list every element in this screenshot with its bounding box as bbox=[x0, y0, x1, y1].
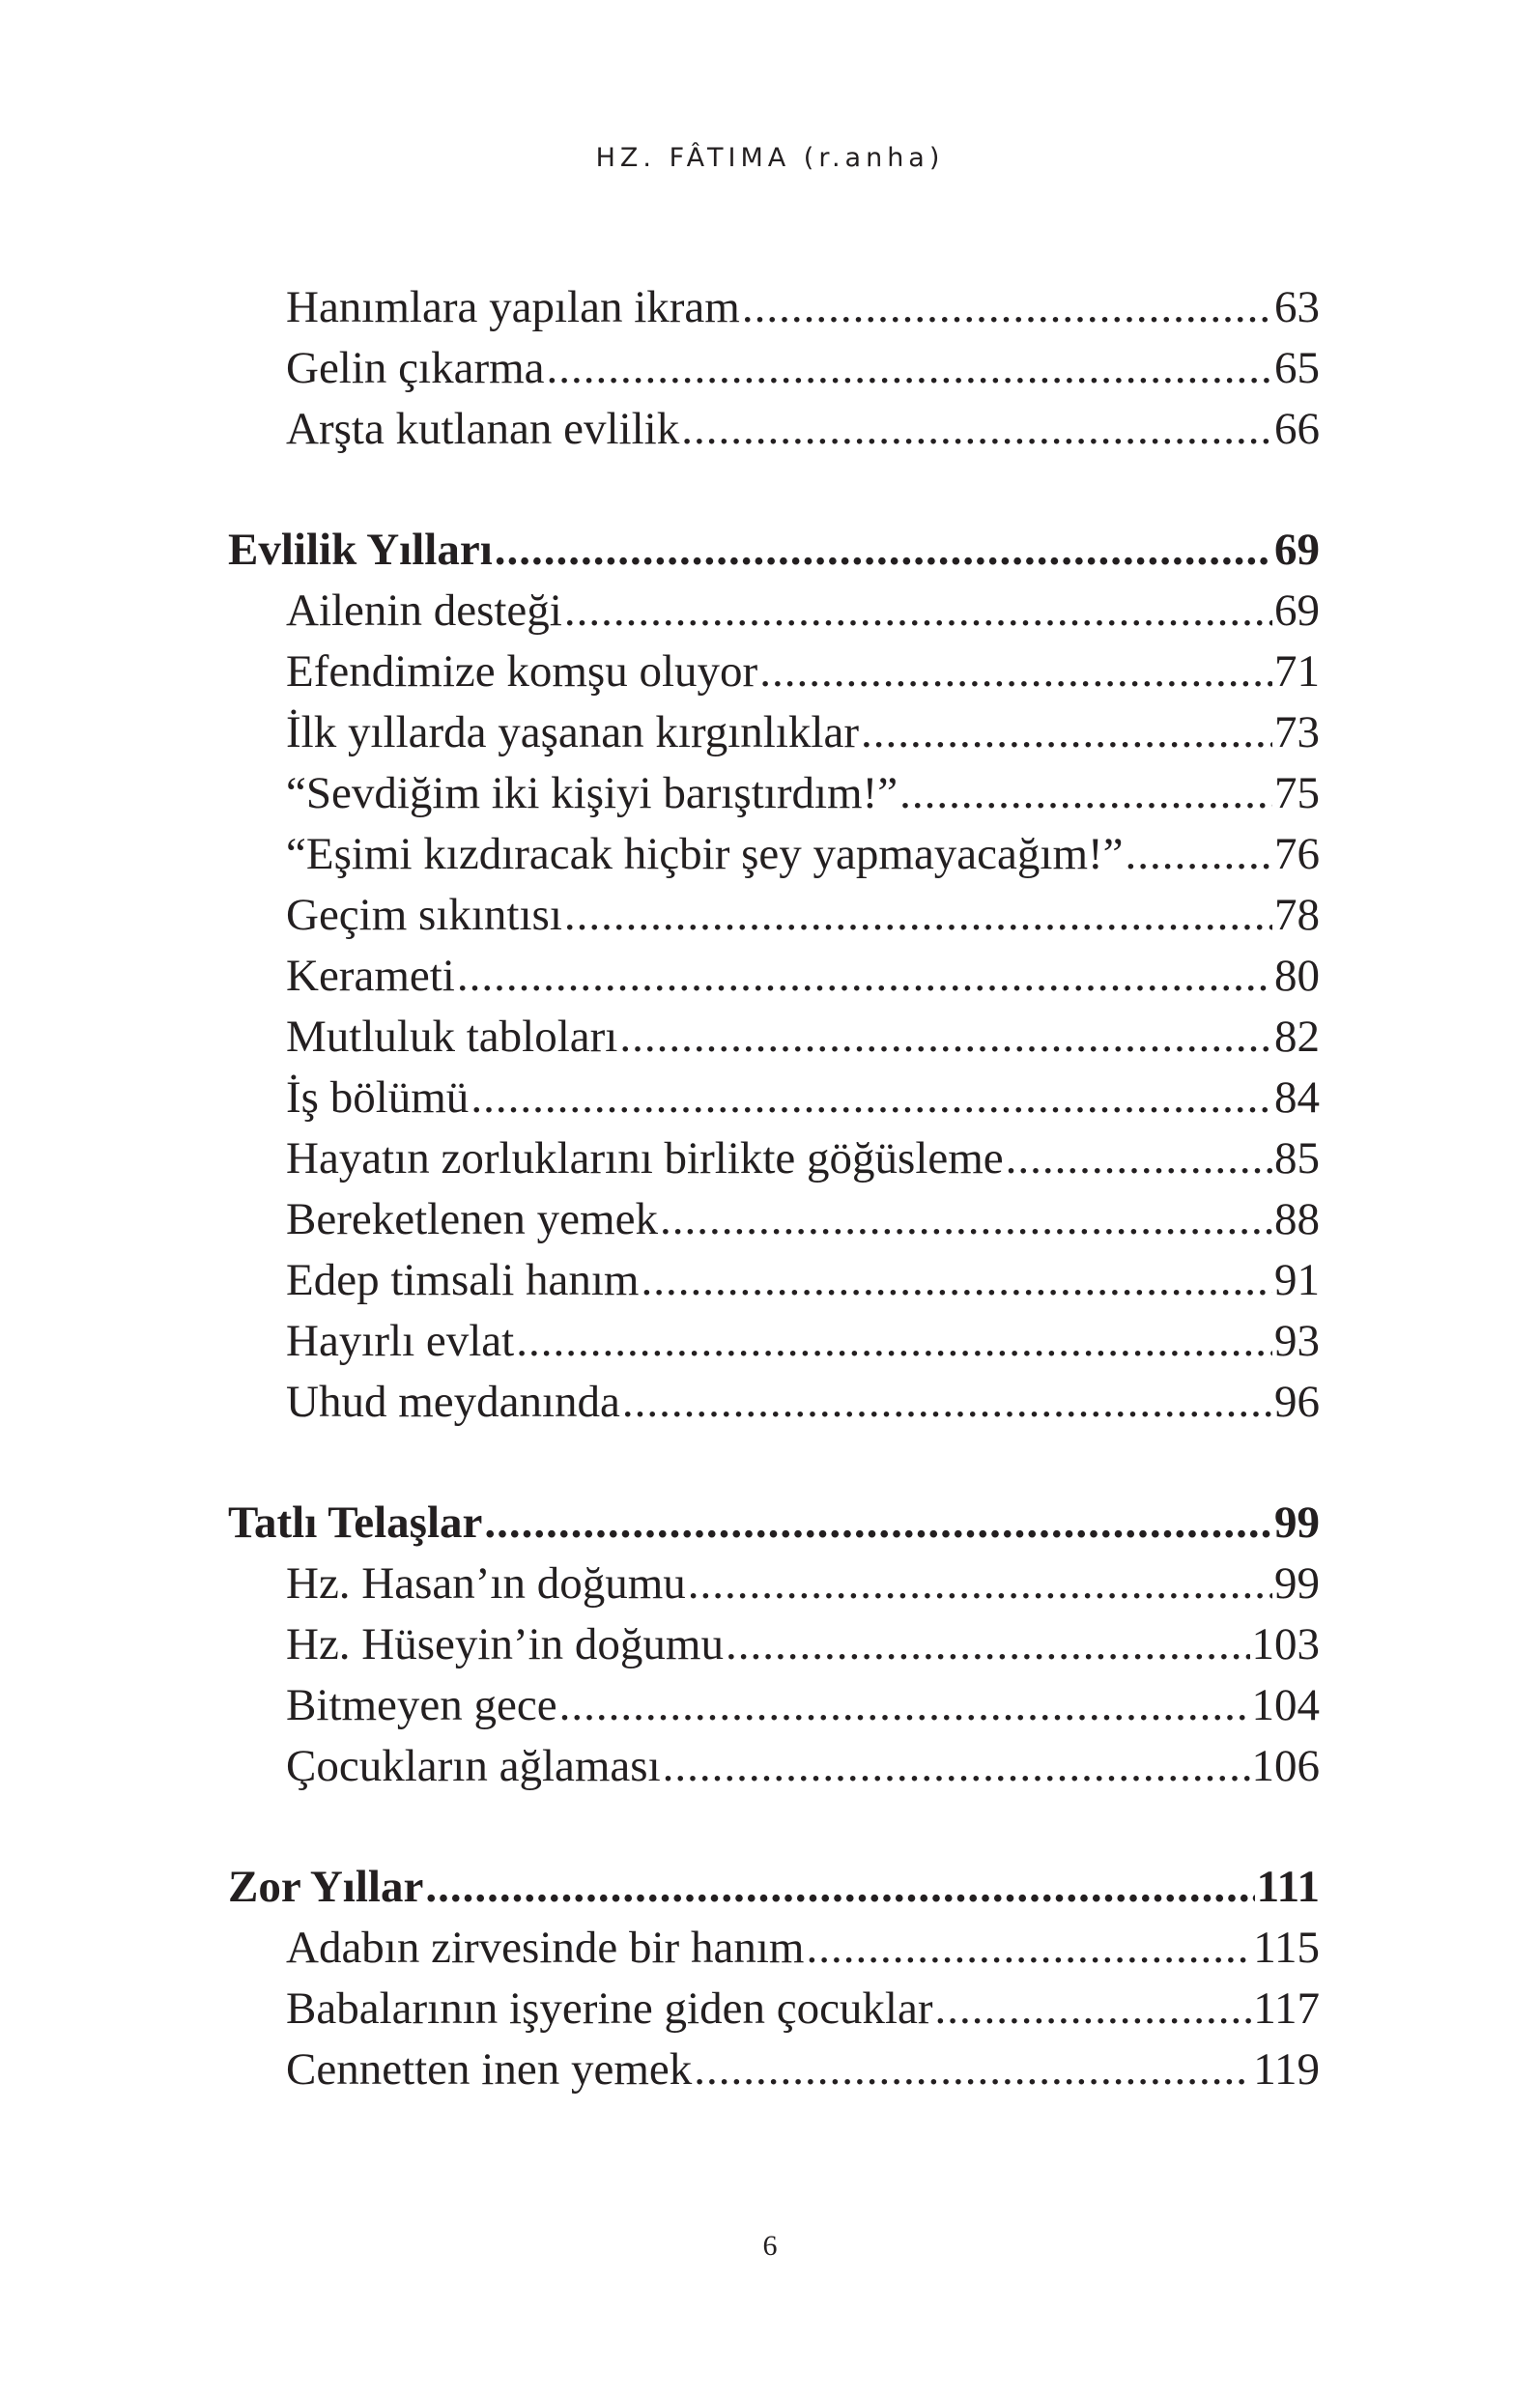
toc-entry-label: Babalarının işyerine giden çocuklar bbox=[286, 1983, 933, 2034]
toc-entry-page: 65 bbox=[1274, 343, 1320, 393]
dot-leader bbox=[457, 946, 1272, 1007]
toc-entry bbox=[228, 1250, 1320, 1311]
toc-entry-label: Hanımlara yapılan ikram bbox=[286, 282, 740, 332]
dot-leader bbox=[935, 1979, 1252, 2039]
dot-leader bbox=[484, 1493, 1272, 1554]
toc-entry-label: Ailenin desteği bbox=[286, 585, 562, 636]
toc-entry bbox=[228, 1189, 1320, 1250]
toc-entry-label: Adabın zirvesinde bir hanım bbox=[286, 1923, 805, 1973]
toc-entry-page: 96 bbox=[1274, 1377, 1320, 1427]
toc-entry-page: 99 bbox=[1274, 1558, 1320, 1609]
toc-entry-label: “Eşimi kızdıracak hiçbir şey yapmayacağım!” bbox=[286, 829, 1124, 879]
dot-leader bbox=[660, 1189, 1272, 1250]
toc-heading-page: 99 bbox=[1274, 1498, 1320, 1548]
toc-entry-label: Geçim sıkıntısı bbox=[286, 890, 562, 940]
toc-entry-page: 104 bbox=[1251, 1680, 1320, 1730]
toc-entry-label: Gelin çıkarma bbox=[286, 343, 545, 393]
toc-heading-label: Tatlı Telaşlar bbox=[228, 1498, 483, 1548]
toc-entry-page: 80 bbox=[1274, 951, 1320, 1001]
toc-entry bbox=[228, 1675, 1320, 1736]
toc-entry-label: Edep timsali hanım bbox=[286, 1255, 640, 1305]
toc-entry-page: 93 bbox=[1274, 1316, 1320, 1366]
dot-leader bbox=[663, 1736, 1250, 1797]
dot-leader bbox=[759, 642, 1272, 702]
toc-entry bbox=[228, 1918, 1320, 1979]
toc-entry-page: 71 bbox=[1274, 646, 1320, 697]
toc-entry bbox=[228, 763, 1320, 824]
toc-entry bbox=[228, 1068, 1320, 1128]
toc-entry-label: Uhud meydanında bbox=[286, 1377, 620, 1427]
toc-entry bbox=[228, 1372, 1320, 1433]
toc-entry-page: 73 bbox=[1274, 707, 1320, 757]
dot-leader bbox=[495, 520, 1272, 581]
toc-entry bbox=[228, 946, 1320, 1007]
toc-entry-label: Hz. Hüseyin’in doğumu bbox=[286, 1619, 724, 1669]
toc-entry-label: Kerameti bbox=[286, 951, 455, 1001]
dot-leader bbox=[564, 885, 1272, 946]
dot-leader bbox=[425, 1857, 1254, 1918]
toc-entry-label: İş bölümü bbox=[286, 1072, 470, 1123]
dot-leader bbox=[681, 399, 1272, 460]
toc-entry bbox=[228, 1128, 1320, 1189]
toc-entry bbox=[228, 824, 1320, 885]
toc-entry bbox=[228, 1736, 1320, 1797]
toc-entry-page: 78 bbox=[1274, 890, 1320, 940]
toc-entry-label: Efendimize komşu oluyor bbox=[286, 646, 758, 697]
toc-entry-label: Hayırlı evlat bbox=[286, 1316, 515, 1366]
toc-entry-page: 88 bbox=[1274, 1194, 1320, 1244]
dot-leader bbox=[564, 581, 1272, 642]
toc-entry bbox=[228, 885, 1320, 946]
toc-entry-label: Hayatın zorluklarını birlikte göğüsleme bbox=[286, 1133, 1004, 1184]
toc-section bbox=[228, 520, 1320, 1433]
toc-entry bbox=[228, 277, 1320, 338]
dot-leader bbox=[694, 2039, 1251, 2100]
dot-leader bbox=[1006, 1128, 1272, 1189]
running-header: HZ. FÂTIMA (r.anha) bbox=[595, 143, 945, 173]
dot-leader bbox=[726, 1614, 1250, 1675]
dot-leader bbox=[516, 1311, 1272, 1372]
dot-leader bbox=[899, 763, 1272, 824]
dot-leader bbox=[619, 1007, 1272, 1068]
dot-leader bbox=[806, 1918, 1251, 1979]
toc-entry-page: 117 bbox=[1253, 1983, 1320, 2034]
dot-leader bbox=[622, 1372, 1272, 1433]
toc-entry bbox=[228, 1979, 1320, 2039]
toc-entry-label: Bereketlenen yemek bbox=[286, 1194, 658, 1244]
toc-entry-page: 82 bbox=[1274, 1012, 1320, 1062]
toc-heading bbox=[228, 1857, 1320, 1918]
toc-entry-label: Çocukların ağlaması bbox=[286, 1741, 661, 1791]
dot-leader bbox=[742, 277, 1272, 338]
dot-leader bbox=[471, 1068, 1272, 1128]
toc-entry bbox=[228, 1007, 1320, 1068]
toc-heading bbox=[228, 520, 1320, 581]
toc-entry-page: 85 bbox=[1274, 1133, 1320, 1184]
toc-entry-label: “Sevdiğim iki kişiyi barıştırdım!” bbox=[286, 768, 898, 818]
toc-entry-page: 76 bbox=[1274, 829, 1320, 879]
toc-entry-label: Hz. Hasan’ın doğumu bbox=[286, 1558, 686, 1609]
dot-leader bbox=[1126, 824, 1272, 885]
toc-entry-page: 91 bbox=[1274, 1255, 1320, 1305]
toc-section bbox=[228, 277, 1320, 460]
toc-entry bbox=[228, 1554, 1320, 1614]
toc-entry-page: 63 bbox=[1274, 282, 1320, 332]
toc-entry-page: 103 bbox=[1251, 1619, 1320, 1669]
dot-leader bbox=[688, 1554, 1272, 1614]
dot-leader bbox=[642, 1250, 1273, 1311]
toc-entry bbox=[228, 1311, 1320, 1372]
toc-entry bbox=[228, 399, 1320, 460]
toc-entry-page: 69 bbox=[1274, 585, 1320, 636]
toc-entry bbox=[228, 2039, 1320, 2100]
dot-leader bbox=[861, 702, 1272, 763]
toc-entry-label: Cennetten inen yemek bbox=[286, 2044, 693, 2095]
toc-heading-page: 69 bbox=[1274, 525, 1320, 575]
dot-leader bbox=[547, 338, 1272, 399]
table-of-contents bbox=[228, 277, 1320, 2100]
toc-entry-page: 119 bbox=[1253, 2044, 1320, 2095]
page-number: 6 bbox=[762, 2230, 778, 2262]
toc-entry bbox=[228, 702, 1320, 763]
toc-heading-label: Zor Yıllar bbox=[228, 1862, 424, 1912]
toc-entry-page: 115 bbox=[1253, 1923, 1320, 1973]
toc-entry-label: Mutluluk tabloları bbox=[286, 1012, 618, 1062]
toc-entry-page: 84 bbox=[1274, 1072, 1320, 1123]
toc-entry-page: 75 bbox=[1274, 768, 1320, 818]
toc-heading-label: Evlilik Yılları bbox=[228, 525, 493, 575]
dot-leader bbox=[559, 1675, 1250, 1736]
toc-entry bbox=[228, 581, 1320, 642]
toc-heading-page: 111 bbox=[1256, 1862, 1320, 1912]
toc-entry bbox=[228, 642, 1320, 702]
toc-section bbox=[228, 1857, 1320, 2100]
toc-entry-page: 106 bbox=[1251, 1741, 1320, 1791]
toc-entry bbox=[228, 1614, 1320, 1675]
toc-entry bbox=[228, 338, 1320, 399]
toc-entry-page: 66 bbox=[1274, 404, 1320, 454]
toc-entry-label: Bitmeyen gece bbox=[286, 1680, 557, 1730]
toc-entry-label: Arşta kutlanan evlilik bbox=[286, 404, 680, 454]
toc-section bbox=[228, 1493, 1320, 1797]
toc-heading bbox=[228, 1493, 1320, 1554]
toc-entry-label: İlk yıllarda yaşanan kırgınlıklar bbox=[286, 707, 859, 757]
